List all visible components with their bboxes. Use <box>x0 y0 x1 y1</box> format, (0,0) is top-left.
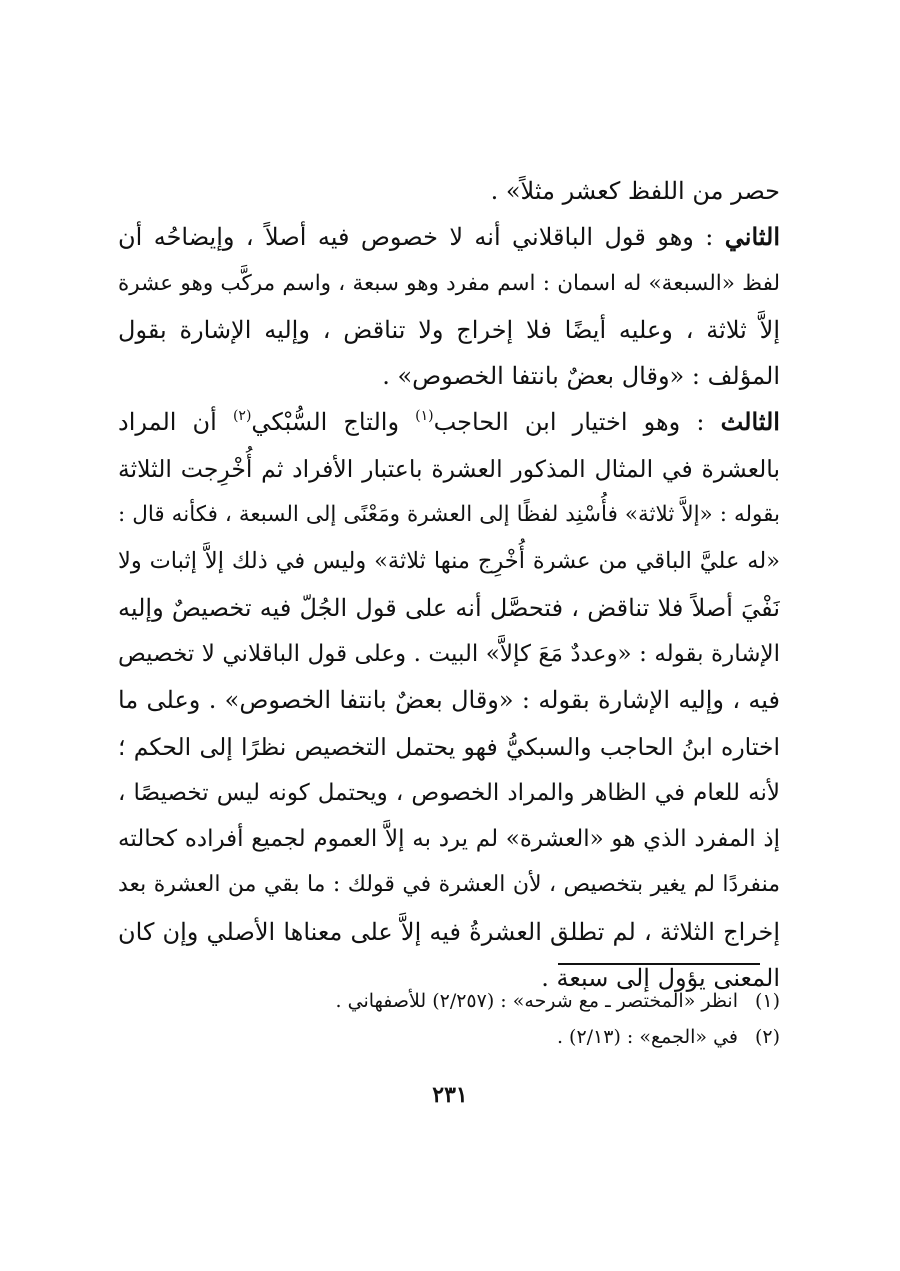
text-line: بالعشرة في المثال المذكور العشرة باعتبار الأفراد ثم أُخْرِجت الثلاثة <box>118 454 780 483</box>
footnote-text: في «الجمع» : (٢/١٣) . <box>556 1026 738 1048</box>
footnote-mark: (١) <box>754 990 780 1012</box>
text-line: فيه ، وإليه الإشارة بقوله : «وقال بعضٌ بانتفا الخصوص» . وعلى ما <box>118 686 780 715</box>
text-line <box>118 399 780 445</box>
text-line: حصر من اللفظ كعشر مثلاً» . <box>490 177 780 205</box>
footnote-separator <box>558 963 760 965</box>
text-line: نَفْيَ أصلاً فلا تناقض ، فتحصَّل أنه على قول الجُلّ فيه تخصيصٌ وإليه <box>118 593 780 622</box>
text-line: لفظ «السبعة» له اسمان : اسم مفرد وهو سبعة ، واسم مركَّب وهو عشرة <box>118 270 780 296</box>
text-run: والتاج السُّبْكي <box>251 408 416 437</box>
text-line: إلاَّ ثلاثة ، وعليه أيضًا فلا إخراج ولا تناقض ، وإليه الإشارة بقول <box>118 315 780 344</box>
section-heading: الثاني <box>724 222 780 252</box>
text-line: منفردًا لم يغير بتخصيص ، لأن العشرة في قولك : ما بقي من العشرة بعد <box>118 872 780 898</box>
footnote <box>300 1019 780 1055</box>
text-line: الإشارة بقوله : «وعددٌ مَعَ كإلاَّ» البيت . وعلى قول الباقلاني لا تخصيص <box>118 640 780 667</box>
text-line <box>118 214 780 260</box>
text-line: بقوله : «إلاَّ ثلاثة» فأُسْنِد لفظًا إلى العشرة ومَعْنًى إلى السبعة ، فكأنه قال : <box>118 502 780 528</box>
text-line: المعنى يؤول إلى سبعة . <box>541 964 780 993</box>
text-run: : وهو قول الباقلاني أنه لا خصوص فيه أصلاً ، وإيضاحُه أن <box>118 223 714 252</box>
page-number: ٢٣١ <box>432 1082 468 1108</box>
text-line: إخراج الثلاثة ، لم تطلق العشرةُ فيه إلاَّ على معناها الأصلي وإن كان <box>118 917 780 946</box>
text-line: «له عليَّ الباقي من عشرة أُخْرِج منها ثلاثة» وليس في ذلك إلاَّ إثبات ولا <box>118 548 780 575</box>
text-run: أن المراد <box>118 408 233 437</box>
section-heading: الثالث <box>720 407 780 437</box>
text-line: لأنه للعام في الظاهر والمراد الخصوص ، ويحتمل كونه ليس تخصيصًا ، <box>118 779 780 806</box>
main-text <box>118 168 780 1001</box>
footnote-ref: (١) <box>415 408 434 425</box>
footnote-mark: (٢) <box>754 1026 780 1048</box>
footnote <box>300 983 780 1019</box>
text-line: إذ المفرد الذي هو «العشرة» لم يرد به إلاَّ العموم لجميع أفراده كحالته <box>118 826 780 853</box>
footnotes <box>300 983 780 1055</box>
footnote-ref: (٢) <box>232 408 252 425</box>
text-line: المؤلف : «وقال بعضٌ بانتفا الخصوص» . <box>382 362 780 391</box>
text-run: : وهو اختيار ابن الحاجب <box>433 408 705 437</box>
footnote-text: انظر «المختصر ـ مع شرحه» : (٢/٢٥٧) للأصفهاني . <box>335 990 738 1012</box>
text-line: اختاره ابنُ الحاجب والسبكيُّ فهو يحتمل التخصيص نظرًا إلى الحكم ؛ <box>118 732 780 761</box>
